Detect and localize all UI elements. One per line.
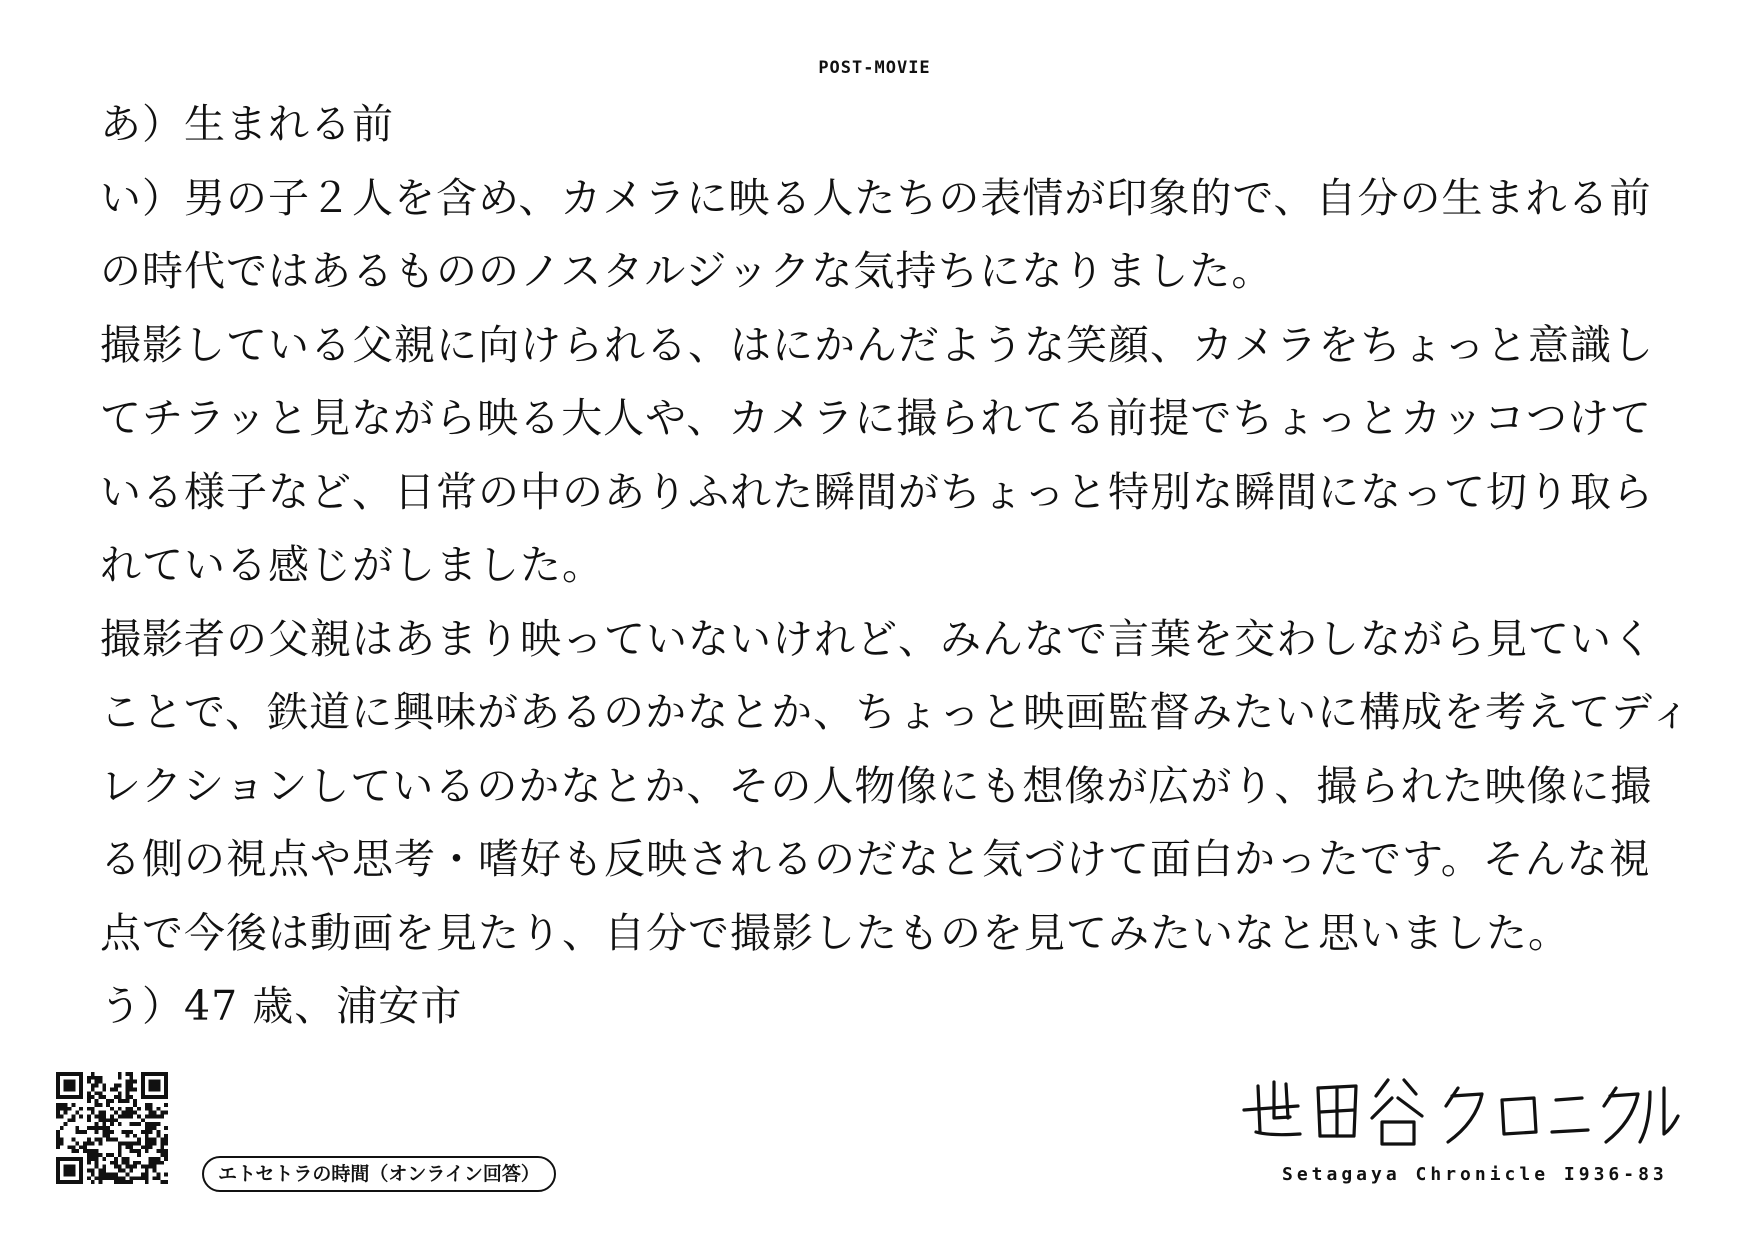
text-line: の時代ではあるもののノスタルジックな気持ちになりました。 [100, 247, 1274, 295]
setagaya-chronicle-logo [1240, 1070, 1680, 1160]
text-line: あ）生まれる前 [100, 100, 394, 148]
text-line: 点で今後は動画を見たり、自分で撮影したものを見てみたいなと思いました。 [100, 908, 1570, 957]
text-line: 撮影者の父親はあまり映っていないけれど、みんなで言葉を交わしながら見ていく [100, 614, 1654, 663]
text-line: 撮影している父親に向けられる、はにかんだような笑顔、カメラをちょっと意識し [100, 320, 1654, 369]
text-line: てチラッと見ながら映る大人や、カメラに撮られてる前提でちょっとカッコつけて [100, 394, 1652, 442]
logo-subtitle: Setagaya Chronicle I936-83 [1282, 1164, 1668, 1185]
text-line: い）男の子２人を含め、カメラに映る人たちの表情が印象的で、自分の生まれる前 [100, 173, 1652, 222]
document-body [100, 88, 1692, 1044]
header-label: POST-MOVIE [818, 58, 931, 78]
text-line: レクションしているのかなとか、その人物像にも想像が広がり、撮られた映像に撮 [100, 761, 1653, 810]
qr-code-icon[interactable] [56, 1072, 168, 1184]
text-line: う）47 歳、浦安市 [100, 982, 463, 1030]
text-line: れている感じがしました。 [100, 541, 604, 589]
text-line: ことで、鉄道に興味があるのかなとか、ちょっと映画監督みたいに構成を考えてディ [100, 688, 1692, 736]
text-line: る側の視点や思考・嗜好も反映されるのだなと気づけて面白かったです。そんな視 [100, 835, 1651, 883]
text-line: いる様子など、日常の中のありふれた瞬間がちょっと特別な瞬間になって切り取ら [100, 467, 1654, 516]
response-type-badge: エトセトラの時間（オンライン回答） [202, 1156, 556, 1192]
